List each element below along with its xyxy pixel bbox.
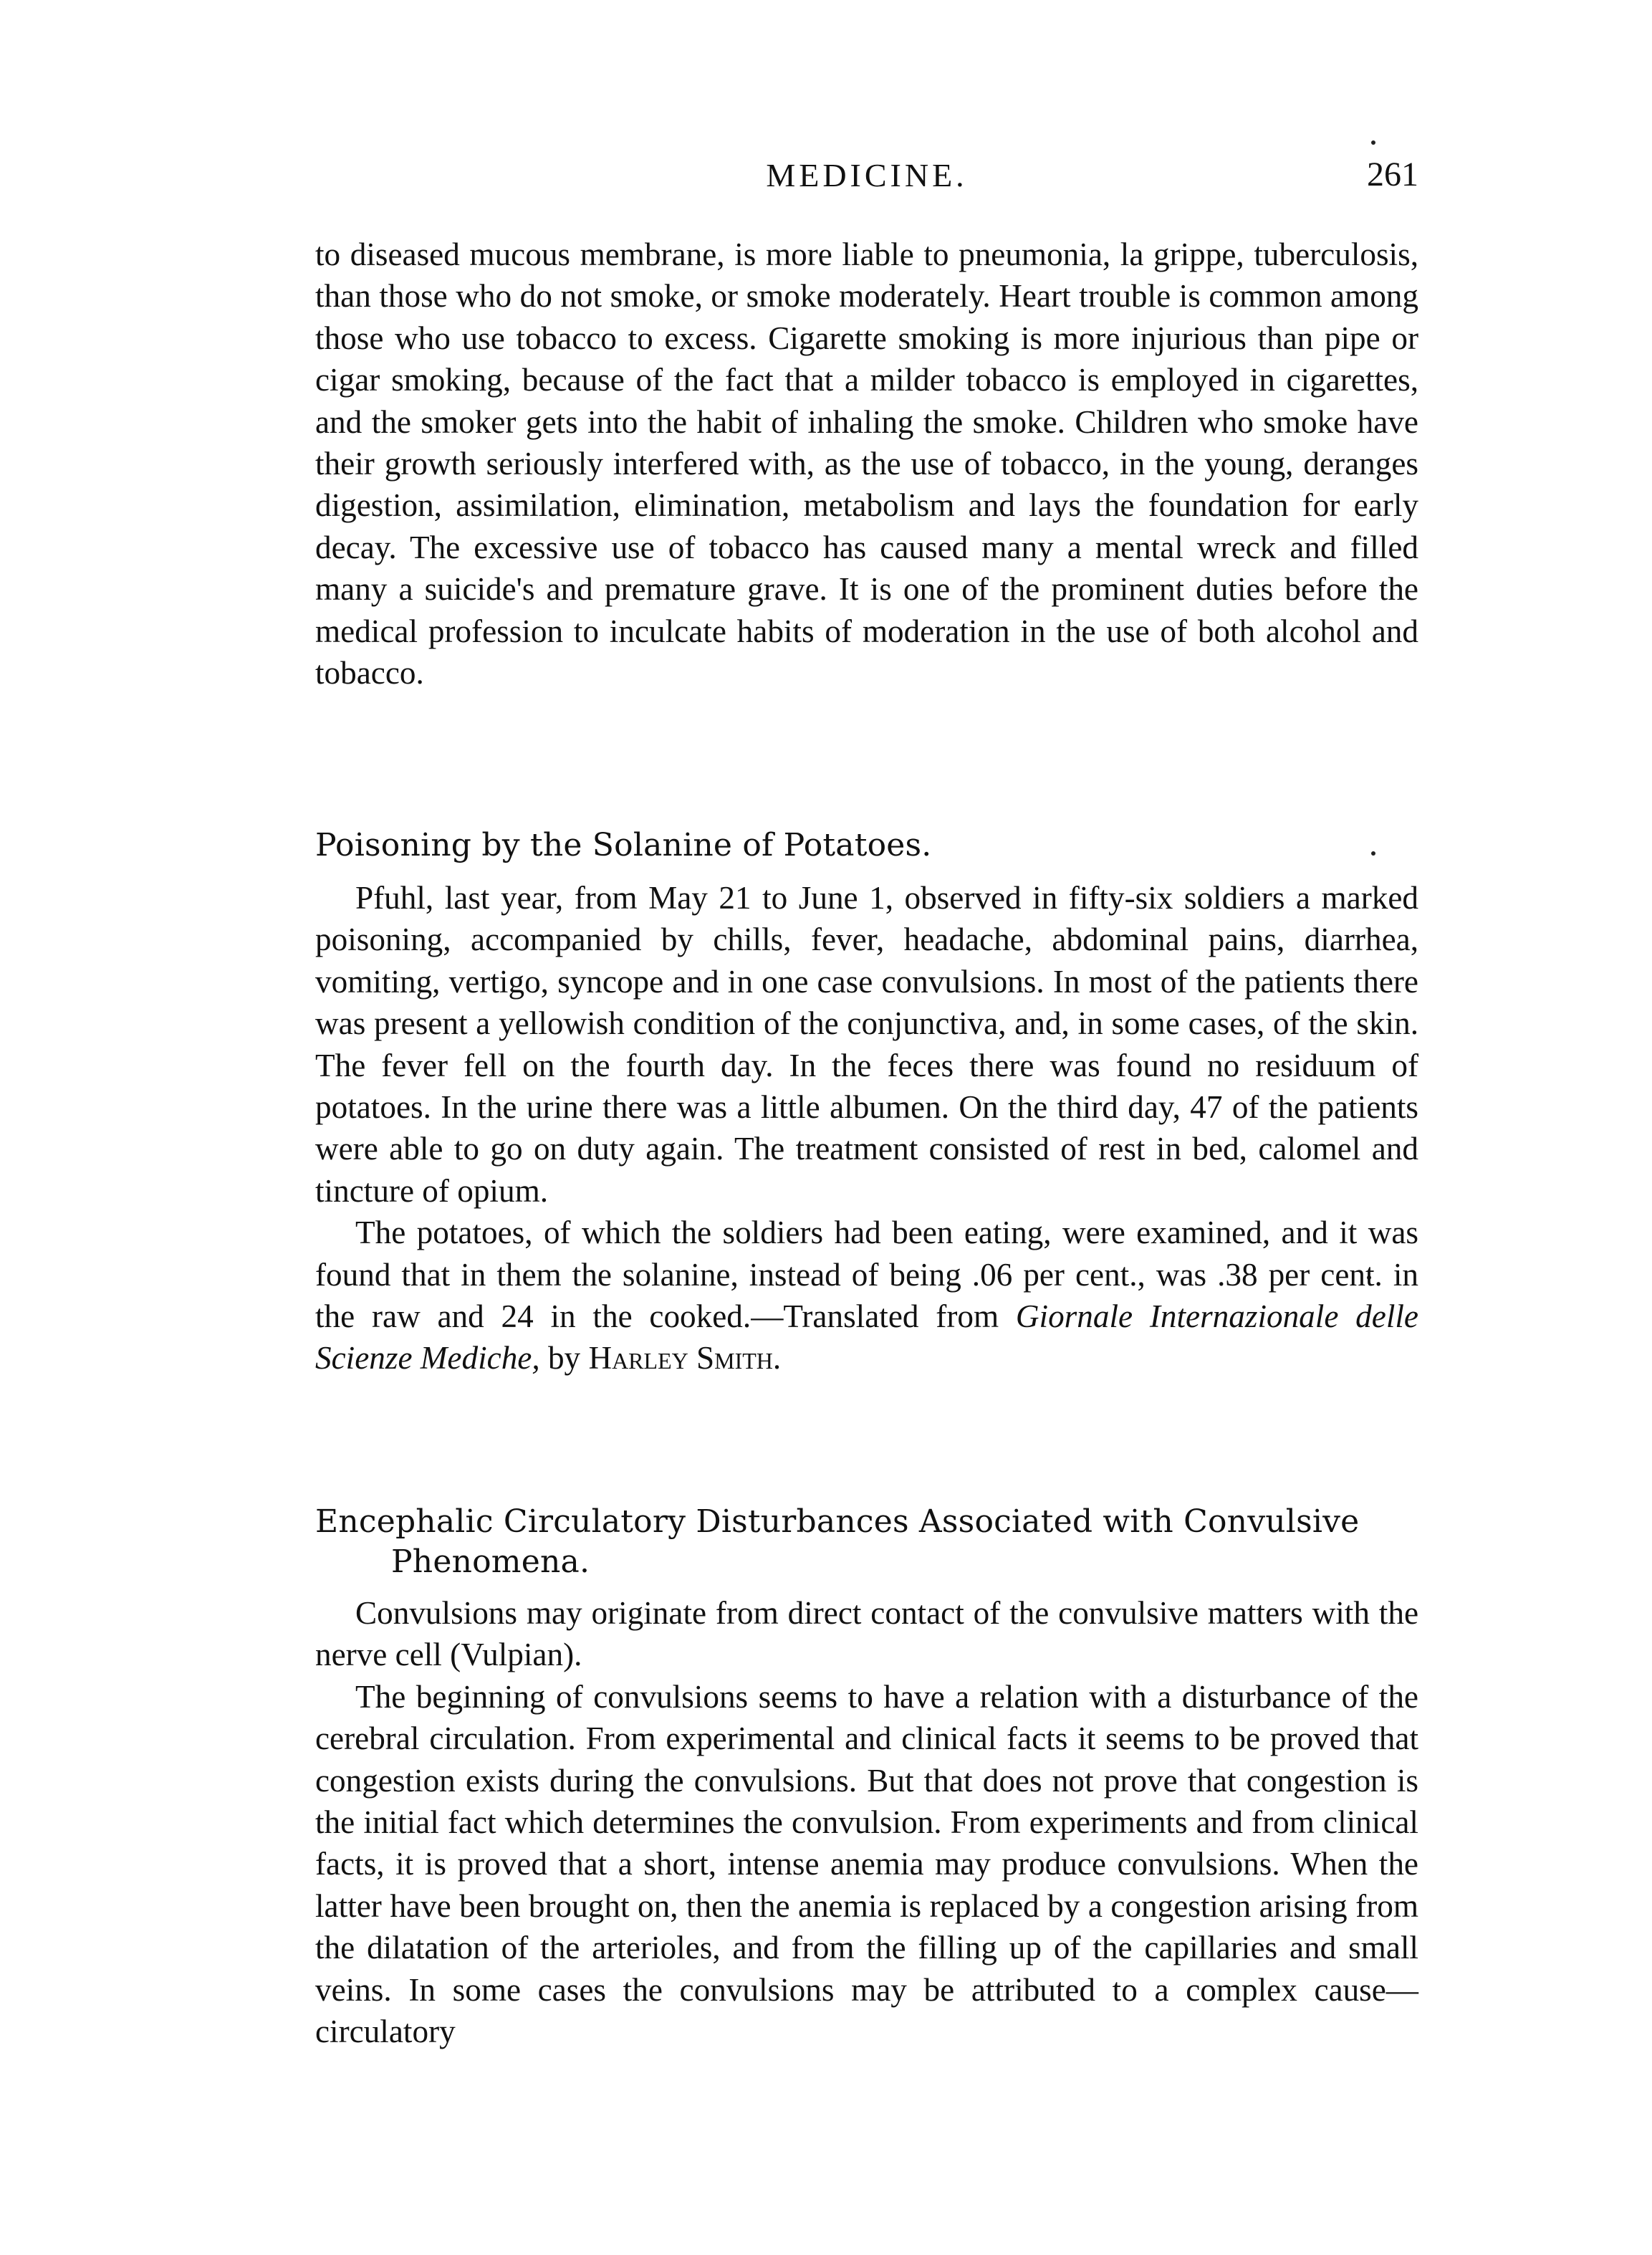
paragraph: Convulsions may originate from direct contact of the convulsive matters with the nerve cell (Vulpian). — [315, 1595, 1418, 1673]
paragraph: to diseased mucous membrane, is more liable to pneumonia, la grippe, tuberculosis, than those who do not smoke, or smoke moderately. Heart trouble is common among those who use tobacco to excess. Cigarette smoking is more injurious than pipe or cigar smoking, because of the fact that a milder tobacco is employed in cigarettes, and the smoker gets into the habit of inhaling the smoke. Children who smoke have their growth seriously interfered with, as the use of tobacco, in the young, deranges digestion, assimilation, elimination, metabolism and lays the foundation for early decay. The excessive use of tobacco has caused many a mental wreck and filled many a suicide's and premature grave. It is one of the prominent duties before the medical profession to inculcate habits of moderation in the use of both alcohol and tobacco. — [315, 236, 1418, 691]
running-head — [315, 150, 1418, 201]
paragraph-text: by — [539, 1340, 589, 1377]
scan-speck — [1371, 140, 1375, 145]
paragraph: Pfuhl, last year, from May 21 to June 1, observed in fifty-six soldiers a marked poisoning, accompanied by chills, fever, headache, abdominal pains, diarrhea, vomiting, vertigo, syncope and in one case convulsions. In most of the patients there was present a yellowish condition of the conjunctiva, and, in some cases, of the skin. The fever fell on the fourth day. In the feces there was found no residuum of potatoes. In the urine there was a little albumen. On the third day, 47 of the patients were able to go on duty again. The treatment consisted of rest in bed, calomel and tincture of opium. — [315, 880, 1418, 1209]
running-title: MEDICINE. — [766, 157, 968, 193]
journal-title: Giornale Internazionale delle Scienze Mediche, — [315, 1298, 1418, 1377]
paragraph: The beginning of convulsions seems to have a relation with a disturbance of the cerebral circulation. From experimental and clinical facts it seems to be proved that congestion exists during the convulsions. But that does not prove that congestion is the initial fact which determines the convulsion. From experiments and from clinical facts, it is proved that a short, intense anemia may produce convulsions. When the latter have been brought on, then the anemia is replaced by a congestion arising from the dilatation of the arterioles, and from the filling up of the capillaries and small veins. In some cases the convulsions may be attributed to a complex cause—circulatory — [315, 1678, 1418, 2050]
section-body — [315, 1592, 1418, 2052]
heading-line: Phenomena. — [391, 1543, 590, 1580]
section-heading — [315, 1502, 1433, 1582]
page-number: 261 — [1367, 155, 1418, 193]
paragraph-text: The potatoes, of which the soldiers had been eating, were examined, and it was found that in them the solanine, instead of being .06 per cent., was .38 per cent. in the raw and 24 in the cooked.—Translated from — [315, 1215, 1418, 1335]
translator-name: Harley Smith. — [588, 1340, 782, 1377]
continued-paragraph — [315, 234, 1418, 694]
paragraph — [315, 1212, 1418, 1379]
heading-line: Encephalic Circulatory Disturbances Associated with Convulsive — [315, 1503, 1360, 1540]
section-heading: Poisoning by the Solanine of Potatoes. — [315, 827, 932, 863]
section-body — [315, 877, 1418, 1379]
